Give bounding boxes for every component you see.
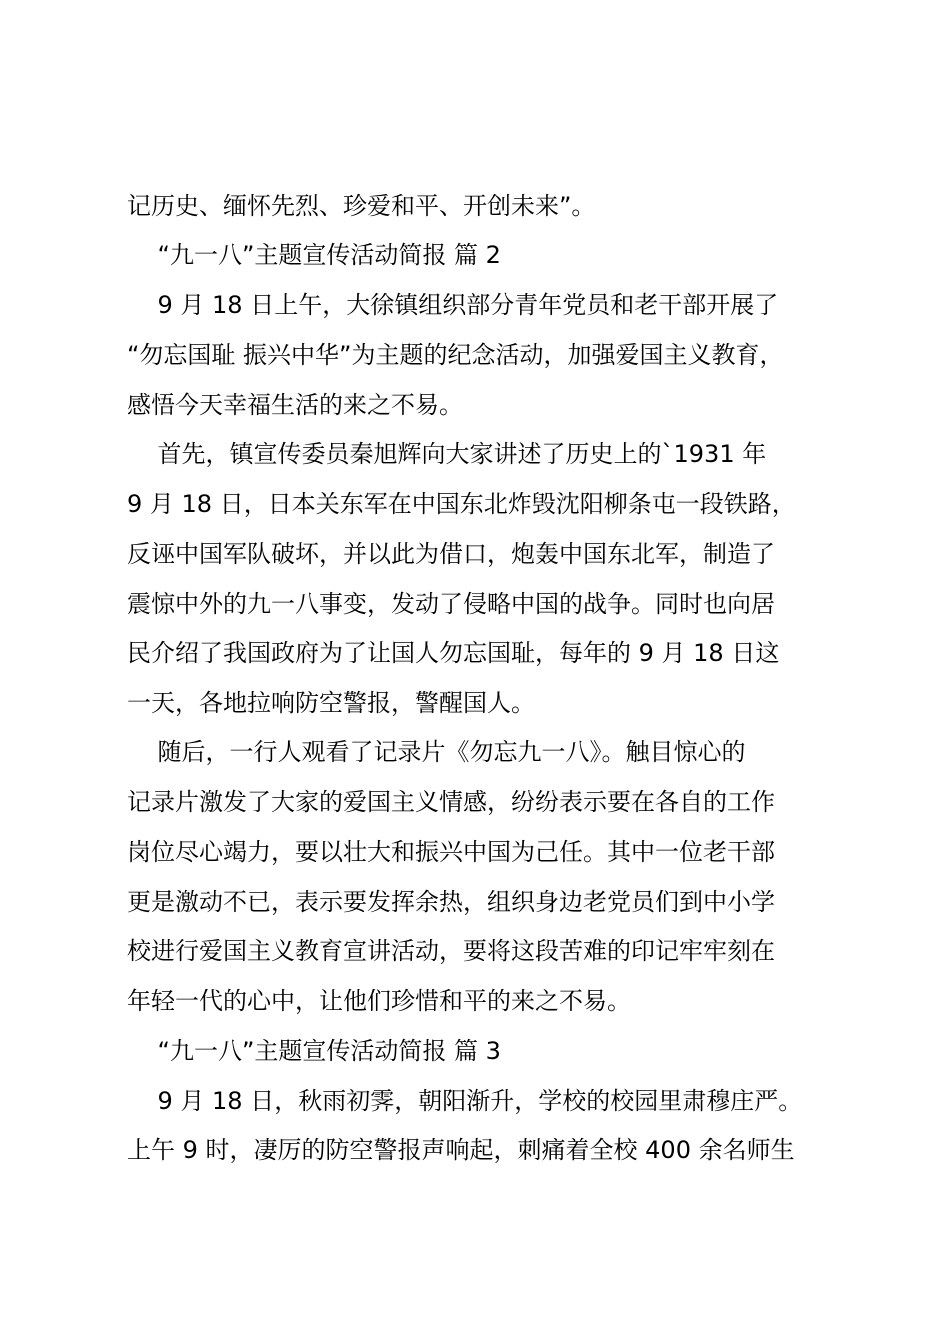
text-line: 年轻一代的心中，让他们珍惜和平的来之不易。 xyxy=(127,987,631,1015)
text-line: 民介绍了我国政府为了让国人勿忘国耻，每年的 9 月 18 日这 xyxy=(127,639,780,667)
text-line: 感悟今天幸福生活的来之不易。 xyxy=(127,391,463,419)
text-line: 9 月 18 日上午，大徐镇组织部分青年党员和老干部开展了 xyxy=(127,291,779,319)
text-line: 随后，一行人观看了记录片《勿忘九一八》。触目惊心的 xyxy=(127,738,746,766)
text-line: 一天，各地拉响防空警报，警醒国人。 xyxy=(127,689,535,717)
text-line: 9 月 18 日，日本关东军在中国东北炸毁沈阳柳条屯一段铁路， xyxy=(127,490,796,518)
text-line: 校进行爱国主义教育宣讲活动，要将这段苦难的印记牢牢刻在 xyxy=(127,937,775,965)
text-line: 记历史、缅怀先烈、珍爱和平、开创未来”。 xyxy=(127,192,596,220)
text-line: 首先，镇宣传委员秦旭辉向大家讲述了历史上的`1931 年 xyxy=(127,440,767,468)
text-line: 震惊中外的九一八事变，发动了侵略中国的战争。同时也向居 xyxy=(127,590,775,618)
section-heading: “九一八”主题宣传活动简报 篇 3 xyxy=(127,1037,501,1065)
text-line: 9 月 18 日，秋雨初霁，朝阳渐升，学校的校园里肃穆庄严。 xyxy=(127,1087,803,1115)
text-line: 反诬中国军队破坏，并以此为借口，炮轰中国东北军，制造了 xyxy=(127,540,775,568)
section-heading: “九一八”主题宣传活动简报 篇 2 xyxy=(127,241,501,269)
text-line: 岗位尽心竭力，要以壮大和振兴中国为己任。其中一位老干部 xyxy=(127,838,775,866)
text-line: 上午 9 时，凄厉的防空警报声响起，刺痛着全校 400 余名师生 xyxy=(127,1136,795,1164)
text-line: “勿忘国耻 振兴中华”为主题的纪念活动，加强爱国主义教育， xyxy=(127,341,784,369)
text-line: 更是激动不已，表示要发挥余热，组织身边老党员们到中小学 xyxy=(127,888,775,916)
text-line: 记录片激发了大家的爱国主义情感，纷纷表示要在各自的工作 xyxy=(127,788,775,816)
